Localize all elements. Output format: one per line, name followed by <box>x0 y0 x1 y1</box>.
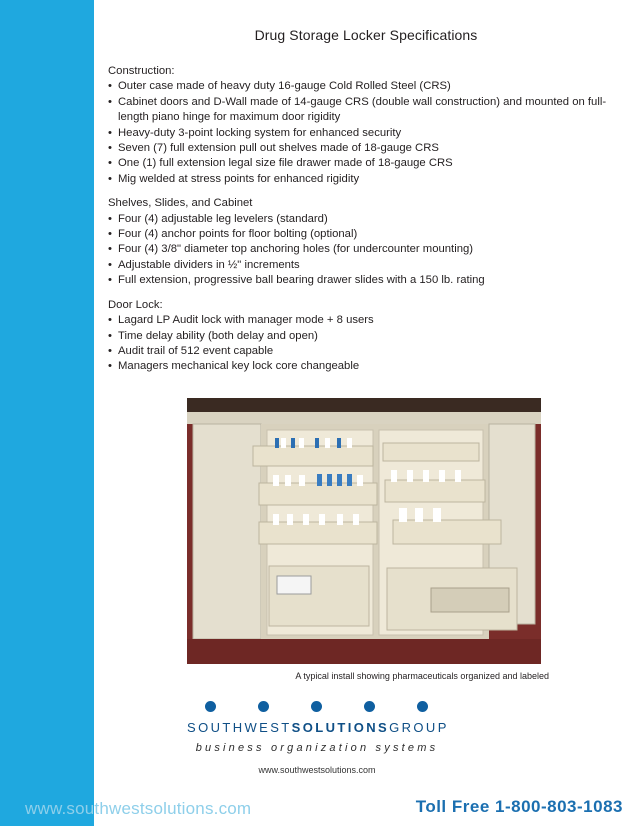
list-item: • Full extension, progressive ball bearing drawer slides with a 150 lb. rating <box>108 273 608 288</box>
bullet-list <box>108 79 608 187</box>
logo-dot <box>258 701 269 712</box>
bullet-list <box>108 212 608 289</box>
bullet-list <box>108 313 608 375</box>
list-item: • Four (4) anchor points for floor bolting (optional) <box>108 227 608 242</box>
list-item: • One (1) full extension legal size file drawer made of 18-gauge CRS <box>108 156 608 171</box>
blue-sidebar <box>0 0 94 826</box>
footer-phone[interactable]: Toll Free 1-800-803-1083 <box>415 797 623 816</box>
logo-dot <box>364 701 375 712</box>
list-item: • Adjustable dividers in ½" increments <box>108 258 608 273</box>
logo-dot <box>311 701 322 712</box>
logo-dots <box>205 701 435 715</box>
logo-part-solutions: SOLUTIONS <box>291 720 390 735</box>
section-heading: Construction: <box>108 65 175 77</box>
logo-url[interactable]: www.southwestsolutions.com <box>258 765 376 775</box>
logo-dot <box>417 701 428 712</box>
list-item: • Four (4) adjustable leg levelers (standard) <box>108 212 608 227</box>
section-construction <box>108 64 608 187</box>
footer-website[interactable]: www.southwestsolutions.com <box>25 799 252 818</box>
cabinet-illustration <box>187 398 541 664</box>
list-item: • Audit trail of 512 event capable <box>108 344 608 359</box>
photo-caption: A typical install showing pharmaceuticals organized and labeled <box>295 671 549 681</box>
logo-part-group: GROUP <box>389 720 449 735</box>
company-logo <box>187 720 447 735</box>
logo-dot <box>205 701 216 712</box>
list-item: • Time delay ability (both delay and open) <box>108 329 608 344</box>
list-item: • Outer case made of heavy duty 16-gauge Cold Rolled Steel (CRS) <box>108 79 608 94</box>
list-item: • Mig welded at stress points for enhanced rigidity <box>108 172 608 187</box>
list-item: • Four (4) 3/8" diameter top anchoring holes (for undercounter mounting) <box>108 242 608 257</box>
logo-part-southwest: SOUTHWEST <box>187 720 292 735</box>
spec-content <box>108 64 608 384</box>
cabinet-photo <box>187 398 541 664</box>
list-item: • Managers mechanical key lock core changeable <box>108 359 608 374</box>
section-heading: Shelves, Slides, and Cabinet <box>108 197 253 210</box>
logo-tagline: business organization systems <box>195 742 439 754</box>
section-heading: Door Lock: <box>108 298 163 311</box>
section-door-lock <box>108 298 608 375</box>
list-item: • Lagard LP Audit lock with manager mode + 8 users <box>108 313 608 328</box>
list-item: • Heavy-duty 3-point locking system for enhanced security <box>108 126 608 141</box>
section-shelves <box>108 196 608 288</box>
list-item: • Cabinet doors and D-Wall made of 14-gauge CRS (double wall construction) and mounted on full-length piano hinge for maximum door rigidity <box>108 95 608 126</box>
list-item: • Seven (7) full extension pull out shelves made of 18-gauge CRS <box>108 141 608 156</box>
page-title: Drug Storage Locker Specifications <box>254 27 478 43</box>
